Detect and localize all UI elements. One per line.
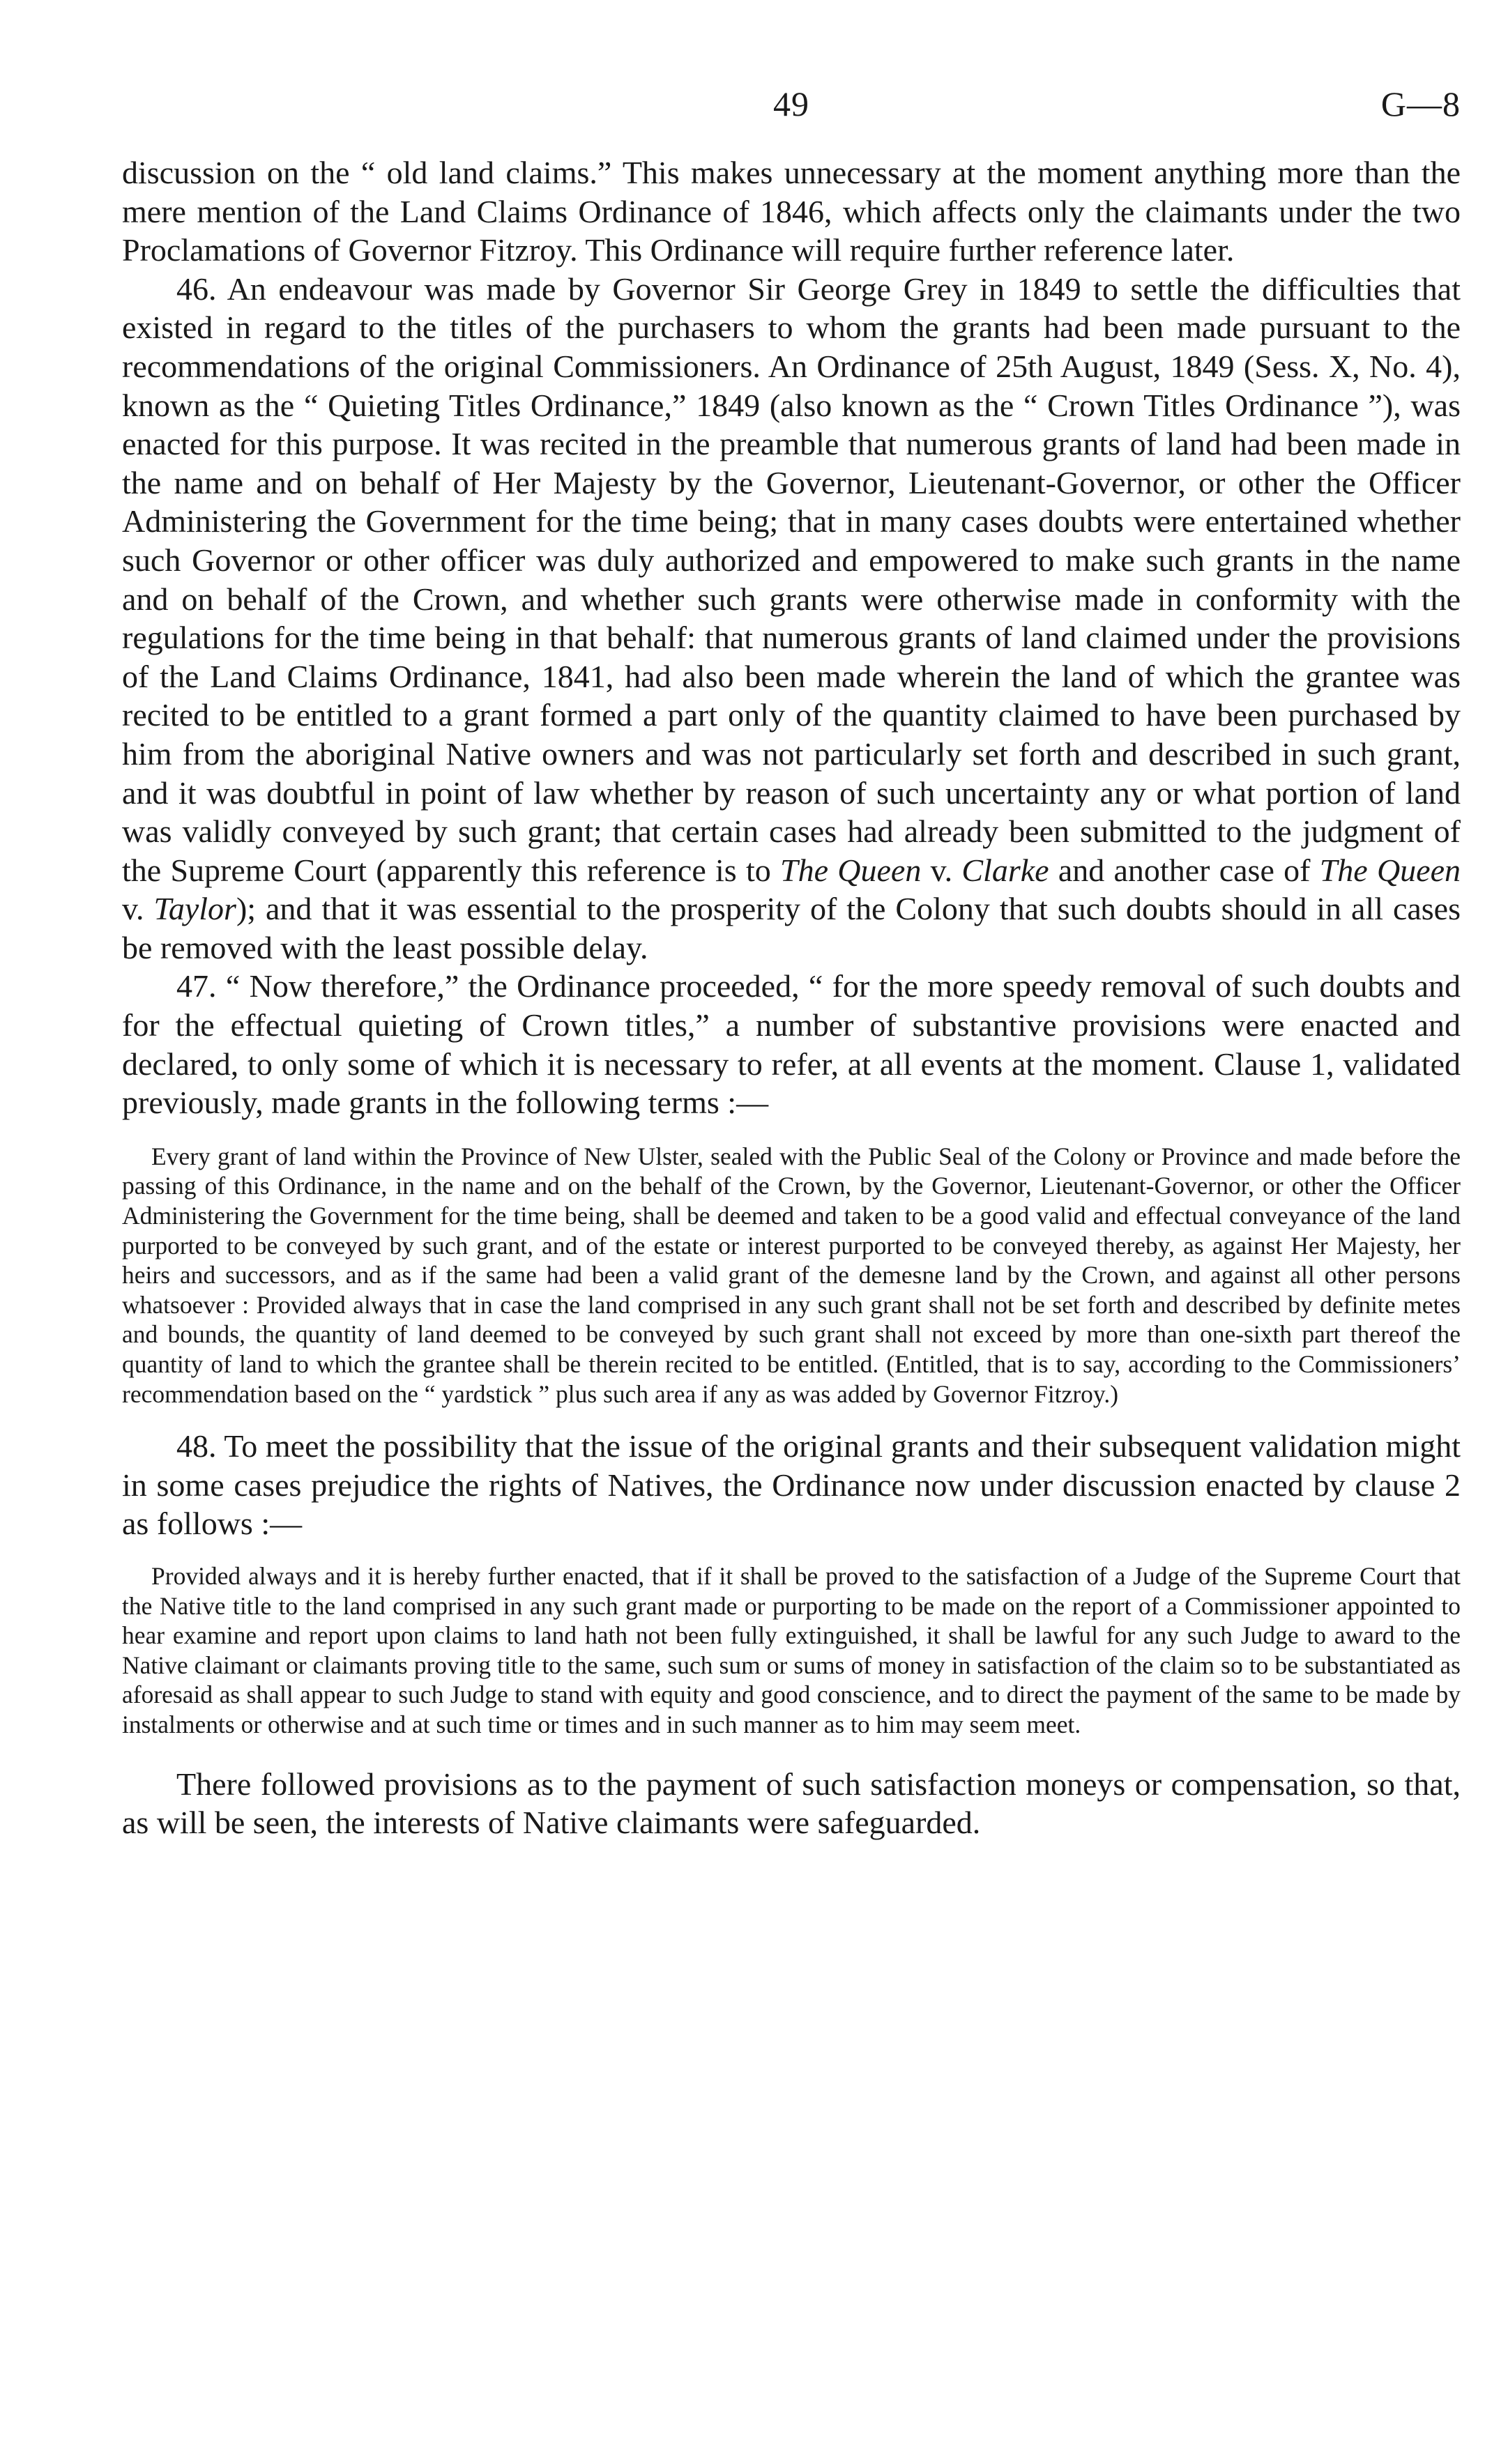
case-name: Taylor xyxy=(153,891,236,927)
case-name: The Queen xyxy=(1319,852,1461,888)
body-text xyxy=(122,1765,1461,1842)
paragraph-46-text: ); and that it was essential to the prosperity of the Colony that such doubts should in all cases be removed with the least possible delay. xyxy=(122,891,1461,965)
paragraph-46-text: An endeavour was made by Governor Sir George Grey in 1849 to settle the difficulties that existed in regard to the titles of the purchasers to whom the grants had been made pursuant to the recommendations of the original Commissioners. An Ordinance of 25th August, 1849 (Sess. X, No. 4), known as the “ Quieting Titles Ordinance,” 1849 (also known as the “ Crown Titles Ordinance ”), was enacted for this purpose. It was recited in the preamble that numerous grants of land had been made in the name and on behalf of Her Majesty by the Governor, Lieutenant-Governor, or other the Officer Administering the Government for the time being; that in many cases doubts were entertained whether such Governor or other officer was duly authorized and empowered to make such grants in the name and on behalf of the Crown, and whether such grants were otherwise made in conformity with the regulations for the time being in that behalf: that numerous grants of land claimed under the provisions of the Land Claims Ordinance, 1841, had also been made wherein the land of which the grantee was recited to be entitled to a grant formed a part only of the quantity claimed to have been purchased by him from the aboriginal Native owners and was not particularly set forth and described in such grant, and it was doubtful in point of law whether by reason of such uncertainty any or what portion of land was validly conveyed by such grant; that certain cases had already been submitted to the judgment of the Supreme Court (apparently this reference is to xyxy=(122,270,1461,888)
paragraph-46 xyxy=(122,270,1461,967)
block-quote-clause-1 xyxy=(122,1142,1461,1409)
paragraph-47: 47. “ Now therefore,” the Ordinance proceeded, “ for the more speedy removal of such doubts and for the effectual quieting of Crown titles,” a number of substantive provisions were enacted and declared, to only some of which it is necessary to refer, at all events at the moment. Clause 1, validated previously, made grants in the following terms :— xyxy=(122,968,1461,1121)
case-versus: v. xyxy=(921,852,962,888)
body-text xyxy=(122,153,1461,1122)
document-reference: G—8 xyxy=(1380,84,1461,123)
case-versus: v. xyxy=(122,891,154,927)
case-name: The Queen xyxy=(780,852,922,888)
case-name: Clarke xyxy=(961,852,1049,888)
paragraph-continued: discussion on the “ old land claims.” This makes unnecessary at the moment anything more than the mere mention of the Land Claims Ordinance of 1846, which affects only the claimants under the two Proclamations of Governor Fitzroy. This Ordinance will require further reference later. xyxy=(122,155,1461,268)
paragraph-48: 48. To meet the possibility that the issue of the original grants and their subsequent validation might in some cases prejudice the rights of Natives, the Ordinance now under discussion enacted by clause 2 as follows :— xyxy=(122,1428,1461,1542)
paragraph-46-text: and another case of xyxy=(1049,852,1320,888)
page-number: 49 xyxy=(773,84,809,123)
block-quote-clause-2 xyxy=(122,1561,1461,1740)
paragraph-final: There followed provisions as to the payment of such satisfaction moneys or compensation, so that, as will be seen, the interests of Native claimants were safeguarded. xyxy=(122,1766,1461,1841)
paragraph-number: 46. xyxy=(176,270,217,307)
quote-text: Provided always and it is hereby further enacted, that if it shall be proved to the satisfaction of a Judge of the Supreme Court that the Native title to the land comprised in any such grant made or purporting to be made on the report of a Commissioner appointed to hear examine and report upon claims to land hath not been fully extinguished, it shall be lawful for any such Judge to award to the Native claimant or claimants proving title to the same, such sum or sums of money in satisfaction of the claim so to be substantiated as aforesaid as shall appear to such Judge to stand with equity and good conscience, and to direct the payment of the same to be made by instalments or otherwise and at such time or times and in such manner as to him may seem meet. xyxy=(122,1561,1461,1738)
page-header xyxy=(122,84,1461,153)
quote-text: Every grant of land within the Province of New Ulster, sealed with the Public Seal of the Colony or Province and made before the passing of this Ordinance, in the name and on the behalf of the Crown, by the Governor, Lieutenant-Governor, or other the Officer Administering the Government for the time being, shall be deemed and taken to be a good valid and effectual conveyance of the land purported to be conveyed by such grant, and of the estate or interest purported to be conveyed thereby, as against Her Majesty, her heirs and successors, and as if the same had been a valid grant of the demesne land by the Crown, and against all other persons whatsoever : Provided always that in case the land comprised in any such grant shall not be set forth and described by definite metes and bounds, the quantity of land deemed to be conveyed by such grant shall not exceed by more than one-sixth part thereof the quantity of land to which the grantee shall be therein recited to be entitled. (Entitled, that is to say, according to the Commissioners’ recommendation based on the “ yardstick ” plus such area if any as was added by Governor Fitzroy.) xyxy=(122,1142,1461,1408)
body-text xyxy=(122,1427,1461,1543)
document-page xyxy=(122,84,1461,1842)
